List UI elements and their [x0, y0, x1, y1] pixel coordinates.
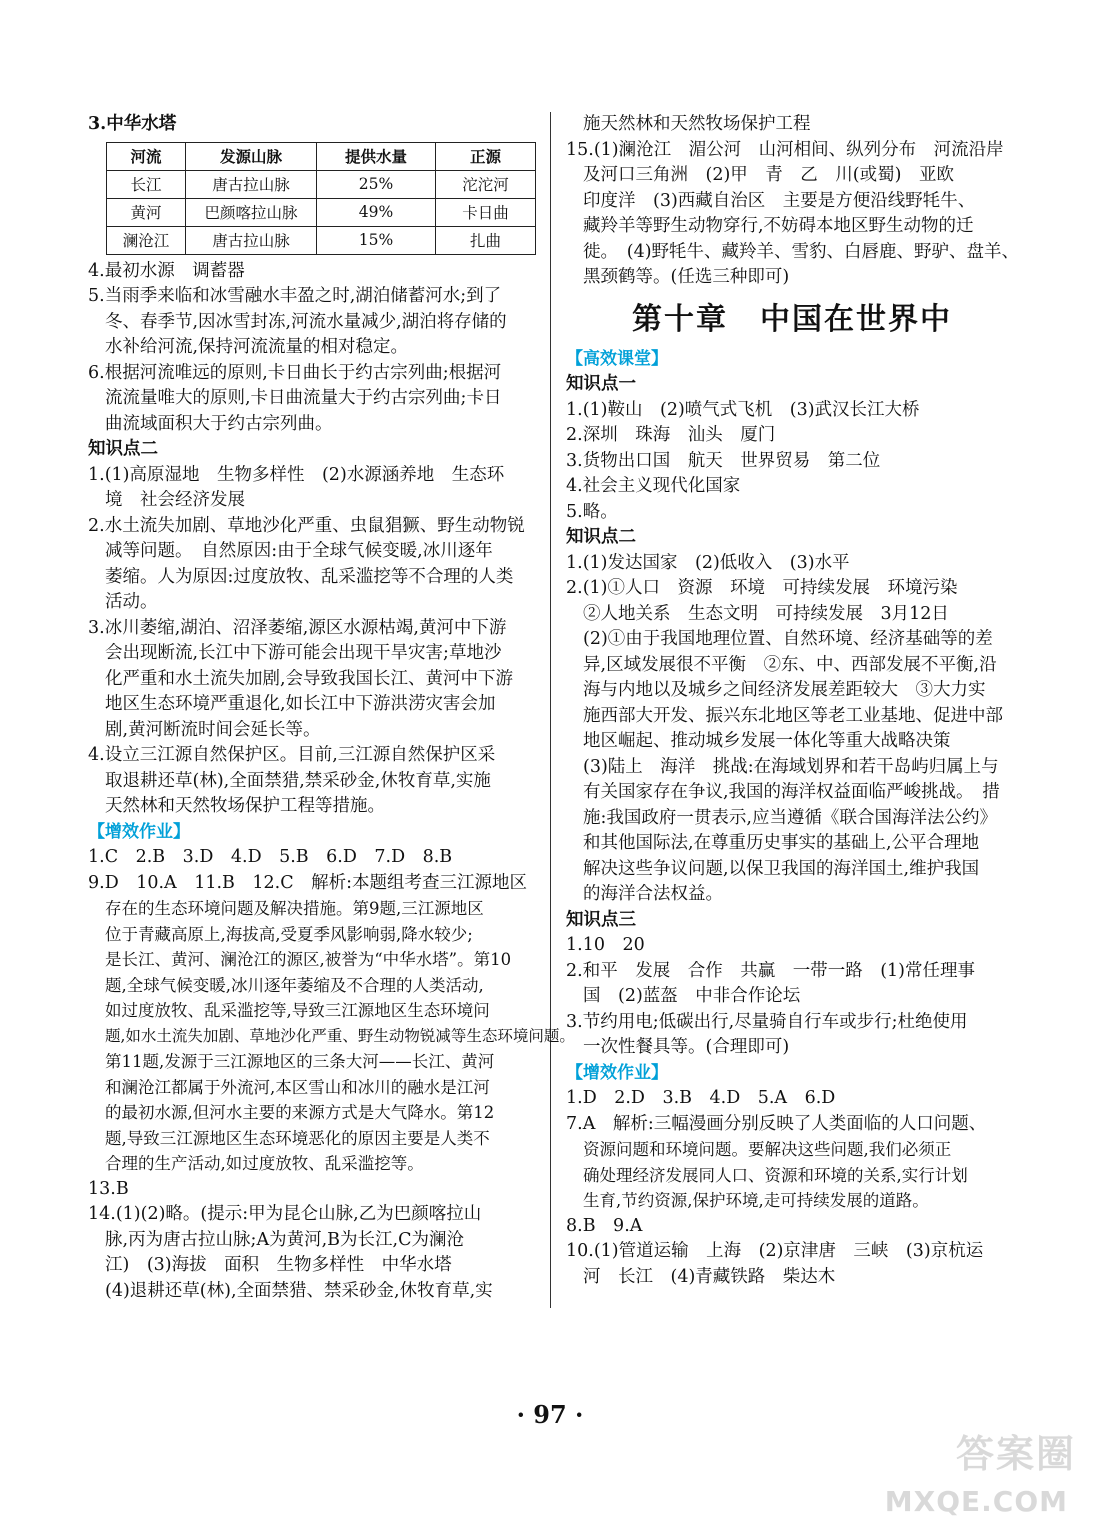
explanation-line: 确处理经济发展同人口、资源和环境的关系,实行计划	[583, 1165, 968, 1185]
knowledge-point-heading: 知识点二	[88, 439, 158, 459]
watermark-text: 答案圈	[955, 1432, 1076, 1476]
left-column	[88, 112, 575, 1304]
explanation-line: 题,导致三江源地区生态环境恶化的原因主要是人类不	[105, 1128, 490, 1148]
answer-line: 4.最初水源 调蓄器	[88, 260, 245, 281]
answer-line: 13.B	[88, 1178, 129, 1199]
answer-line: 河 长江 (4)青藏铁路 柴达木	[583, 1266, 836, 1287]
table-cell: 49%	[317, 198, 436, 226]
answer-line: 10.(1)管道运输 上海 (2)京津唐 三峡 (3)京杭运	[566, 1241, 984, 1261]
explanation-line: 如过度放牧、乱采滥挖等,导致三江源地区生态环境问	[105, 1001, 490, 1020]
explanation-line: 是长江、黄河、澜沧江的源区,被誉为“中华水塔”。第10	[105, 950, 512, 969]
answer-line: 海与内地以及城乡之间经济发展差距较大 ③大力实	[583, 680, 986, 700]
answer-line: 3.货物出口国 航天 世界贸易 第二位	[566, 450, 881, 471]
answer-line: 2.水土流失加剧、草地沙化严重、虫鼠猖獗、野生动物锐	[88, 515, 525, 536]
answer-line: 及河口三角洲 (2)甲 青 乙 川(或蜀) 亚欧	[583, 165, 954, 185]
answer-line: 3.节约用电;低碳出行,尽量骑自行车或步行;杜绝使用	[566, 1011, 968, 1032]
answer-line: 曲流域面积大于约古宗列曲。	[105, 413, 333, 434]
answer-line: 会出现断流,长江中下游可能会出现干旱灾害;草地沙	[105, 643, 502, 663]
answer-line: 黑颈鹤等。(任选三种即可)	[583, 267, 790, 287]
answer-line: 流流量唯大的原则,卡日曲流量大于约古宗列曲;卡日	[105, 388, 502, 408]
answer-line: 天然林和天然牧场保护工程等措施。	[105, 796, 385, 816]
watermark-url: MXQE.COM	[884, 1485, 1068, 1518]
explanation-line: 的最初水源,但河水主要的来源方式是大气降水。第12	[105, 1103, 495, 1122]
table-cell: 唐古拉山脉	[186, 226, 317, 254]
answer-line: 15.(1)澜沧江 湄公河 山河相间、纵列分布 河流沿岸	[566, 139, 1004, 160]
answer-line: 取退耕还草(林),全面禁猎,禁采砂金,休牧育草,实施	[105, 770, 491, 791]
answer-line: 9.D 10.A 11.B 12.C 解析:本题组考查三江源地区	[88, 872, 528, 893]
answer-line: 地区生态环境严重退化,如长江中下游洪涝灾害会加	[105, 694, 496, 714]
answer-line: 1.(1)高原湿地 生物多样性 (2)水源涵养地 生态环	[88, 464, 505, 485]
explanation-line: 第11题,发源于三江源地区的三条大河——长江、黄河	[105, 1052, 495, 1071]
table-cell: 15%	[317, 226, 436, 254]
answer-line: 施:我国政府一贯表示,应当遵循《联合国海洋法公约》	[583, 807, 997, 828]
table-header: 发源山脉	[186, 142, 317, 170]
answer-line: 江) (3)海拔 面积 生物多样性 中华水塔	[105, 1255, 452, 1275]
explanation-line: 和澜沧江都属于外流河,本区雪山和冰川的融水是江河	[105, 1077, 490, 1097]
chapter-title: 第十章 中国在世界中	[632, 301, 952, 337]
answer-line: 8.B 9.A	[566, 1215, 643, 1236]
table-header: 正源	[436, 142, 536, 170]
water-tower-table	[106, 142, 536, 255]
table-row	[107, 226, 536, 254]
answer-line: (2)①由于我国地理位置、自然环境、经济基础等的差	[583, 629, 993, 649]
answer-line: 一次性餐具等。(合理即可)	[583, 1037, 790, 1057]
answer-line: 5.略。	[566, 501, 618, 522]
table-cell: 黄河	[107, 198, 186, 226]
answer-line: 1.10 20	[566, 935, 645, 955]
answer-line: 印度洋 (3)西藏自治区 主要是方便沿线野牦牛、	[583, 190, 976, 211]
table-cell: 卡日曲	[436, 198, 536, 226]
answer-line: 和其他国际法,在尊重历史事实的基础上,公平合理地	[583, 833, 980, 853]
table-cell: 唐古拉山脉	[186, 170, 317, 198]
answer-line: 2.和平 发展 合作 共赢 一带一路 (1)常任理事	[566, 960, 975, 981]
knowledge-point-heading: 知识点一	[566, 374, 636, 394]
answer-line: 4.设立三江源自然保护区。目前,三江源自然保护区采	[88, 745, 496, 765]
watermark-logo	[884, 1430, 1086, 1528]
answer-line: 地区崛起、推动城乡发展一体化等重大战略决策	[583, 731, 951, 751]
section-heading-homework: 【增效作业】	[88, 821, 190, 842]
answer-line: 施天然林和天然牧场保护工程	[583, 114, 811, 134]
right-column	[566, 112, 1018, 1290]
explanation-line: 题,如水土流失加剧、草地沙化严重、野生动物锐减等生态环境问题。	[105, 1026, 575, 1045]
answer-line: 异,区域发展很不平衡 ②东、中、西部发展不平衡,沿	[583, 654, 997, 675]
answer-line: 的海洋合法权益。	[583, 884, 723, 904]
knowledge-point-heading: 知识点三	[566, 909, 636, 930]
explanation-line: 合理的生产活动,如过度放牧、乱采滥挖等。	[105, 1154, 424, 1173]
section-heading-homework: 【增效作业】	[566, 1062, 668, 1083]
answer-line: 6.根据河流唯远的原则,卡日曲长于约古宗列曲;根据河	[88, 362, 502, 383]
answer-line: 化严重和水土流失加剧,会导致我国长江、黄河中下游	[105, 668, 514, 689]
answer-line: 活动。	[105, 592, 158, 612]
answer-line: 3.冰川萎缩,湖泊、沼泽萎缩,源区水源枯竭,黄河中下游	[88, 617, 507, 638]
answer-line: 1.(1)发达国家 (2)低收入 (3)水平	[566, 552, 850, 573]
table-cell: 扎曲	[436, 226, 536, 254]
answer-line: 7.A 解析:三幅漫画分别反映了人类面临的人口问题、	[566, 1113, 987, 1134]
table-cell: 25%	[317, 170, 436, 198]
answer-line: 14.(1)(2)略。(提示:甲为昆仑山脉,乙为巴颜喀拉山	[88, 1204, 482, 1224]
answer-line: 水补给河流,保持河流流量的相对稳定。	[105, 337, 409, 357]
table-row	[107, 198, 536, 226]
answer-line: 减等问题。 自然原因:由于全球气候变暖,冰川逐年	[105, 541, 493, 561]
answer-line: 解决这些争议问题,以保卫我国的海洋国土,维护我国	[583, 858, 980, 879]
table-cell: 长江	[107, 170, 186, 198]
answer-line: 萎缩。人为原因:过度放牧、乱采滥挖等不合理的人类	[105, 566, 514, 587]
table-cell: 沱沱河	[436, 170, 536, 198]
page-number: · 97 ·	[516, 1400, 584, 1429]
answer-line: 冬、春季节,因冰雪封冻,河流水量减少,湖泊将存储的	[105, 311, 507, 332]
table-row	[107, 170, 536, 198]
answer-line: 施西部大开发、振兴东北地区等老工业基地、促进中部	[583, 705, 1003, 726]
answer-line: 境 社会经济发展	[105, 490, 245, 510]
section-heading-classroom: 【高效课堂】	[566, 348, 668, 369]
table-header-row	[107, 142, 536, 170]
explanation-line: 题,全球气候变暖,冰川逐年萎缩及不合理的人类活动,	[105, 975, 484, 995]
explanation-line: 资源问题和环境问题。要解决这些问题,我们必须正	[583, 1140, 952, 1159]
table-header: 河流	[107, 142, 186, 170]
answer-line: 剧,黄河断流时间会延长等。	[105, 719, 321, 740]
answer-line: 1.(1)鞍山 (2)喷气式飞机 (3)武汉长江大桥	[566, 399, 920, 420]
answer-line: ②人地关系 生态文明 可持续发展 3月12日	[583, 603, 949, 624]
answer-line: 2.深圳 珠海 汕头 厦门	[566, 425, 776, 445]
answer-line: 4.社会主义现代化国家	[566, 476, 741, 496]
explanation-line: 生育,节约资源,保护环境,走可持续发展的道路。	[583, 1191, 929, 1210]
answer-line: 1.C 2.B 3.D 4.D 5.B 6.D 7.D 8.B	[88, 847, 453, 867]
answer-line: 徙。 (4)野牦牛、藏羚羊、雪豹、白唇鹿、野驴、盘羊、	[583, 241, 1020, 262]
column-divider	[550, 112, 551, 1308]
item-3-title: 3.中华水塔	[88, 114, 177, 134]
answer-line: (3)陆上 海洋 挑战:在海域划界和若干岛屿归属上与	[583, 756, 999, 777]
answer-line: (4)退耕还草(林),全面禁猎、禁采砂金,休牧育草,实	[105, 1280, 493, 1301]
answer-line: 2.(1)①人口 资源 环境 可持续发展 环境污染	[566, 578, 958, 598]
table-cell: 澜沧江	[107, 226, 186, 254]
table-cell: 巴颜喀拉山脉	[186, 198, 317, 226]
answer-line: 脉,丙为唐古拉山脉;A为黄河,B为长江,C为澜沧	[105, 1229, 464, 1250]
knowledge-point-heading: 知识点二	[566, 527, 636, 547]
answer-line: 藏羚羊等野生动物穿行,不妨碍本地区野生动物的迁	[583, 216, 974, 236]
answer-line: 国 (2)蓝盔 中非合作论坛	[583, 986, 801, 1006]
answer-line: 有关国家存在争议,我国的海洋权益面临严峻挑战。 措	[583, 782, 1000, 802]
answer-line: 5.当雨季来临和冰雪融水丰盈之时,湖泊储蓄河水;到了	[88, 286, 502, 306]
explanation-line: 存在的生态环境问题及解决措施。第9题,三江源地区	[105, 899, 484, 918]
answer-line: 1.D 2.D 3.B 4.D 5.A 6.D	[566, 1088, 836, 1108]
table-header: 提供水量	[317, 142, 436, 170]
explanation-line: 位于青藏高原上,海拔高,受夏季风影响弱,降水较少;	[105, 924, 473, 944]
